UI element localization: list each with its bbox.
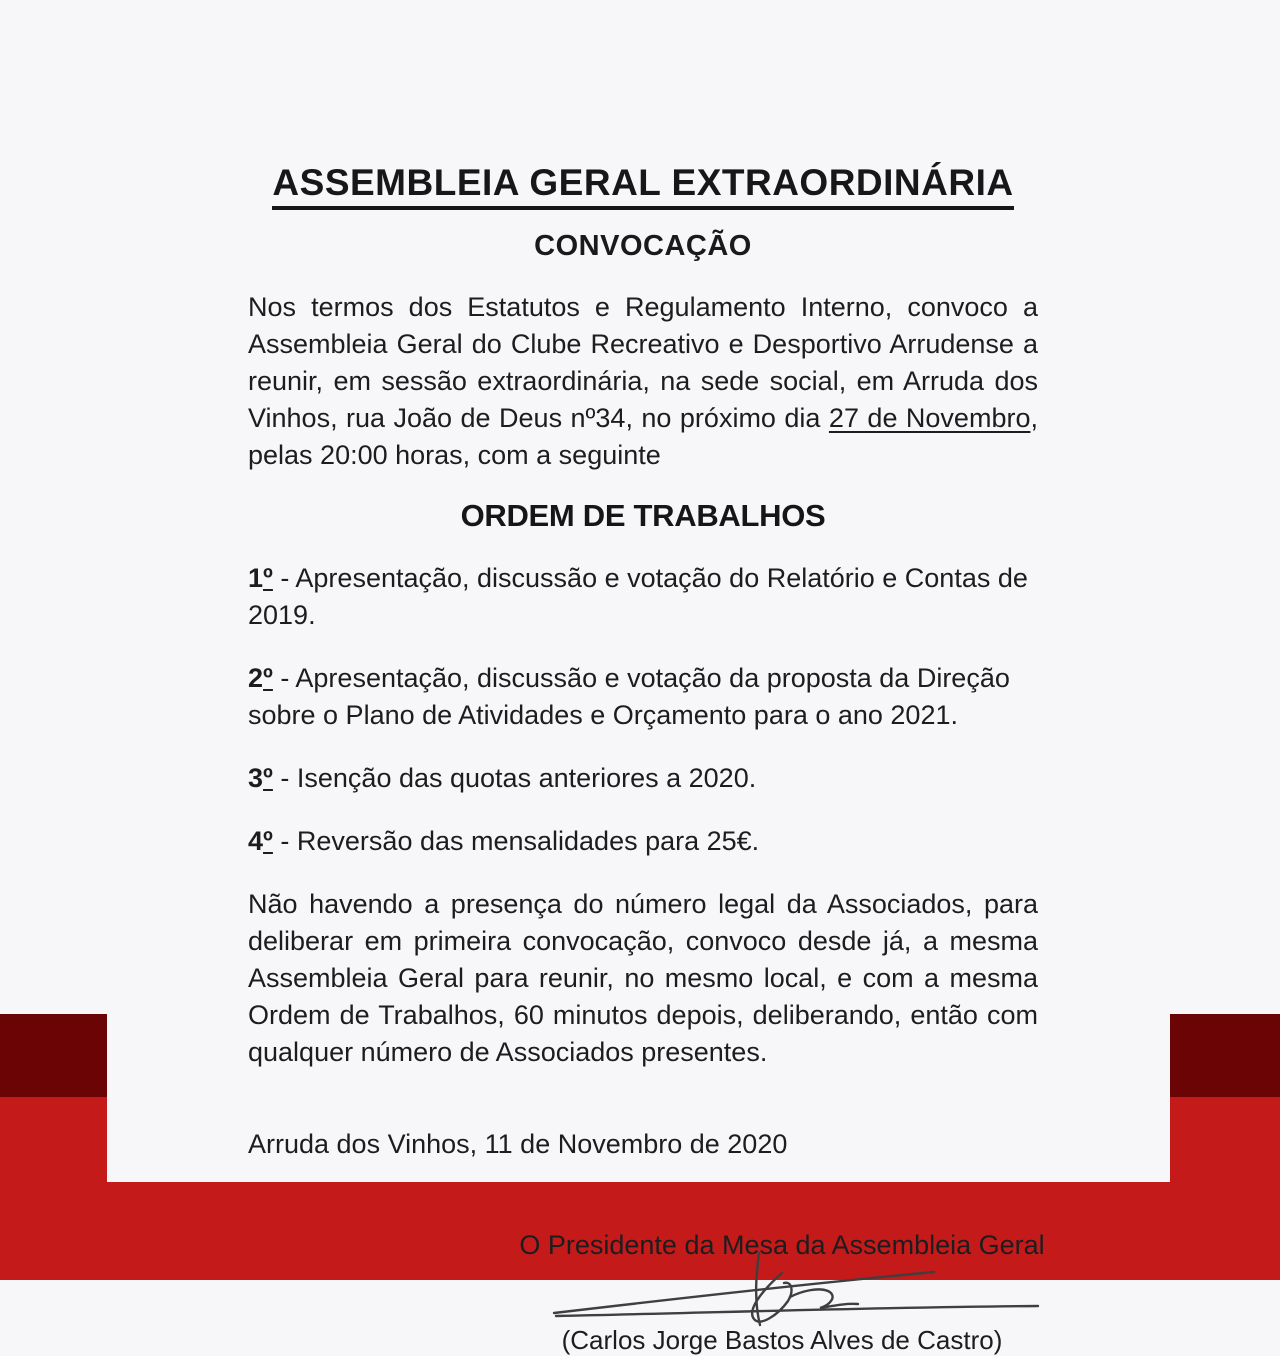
agenda-item-3-ordinal: º (263, 763, 273, 793)
agenda-item-2 (248, 660, 1038, 734)
signature-handwriting-icon (546, 1251, 1046, 1333)
agenda-heading: ORDEM DE TRABALHOS (460, 498, 826, 533)
intro-text-after-date: , pelas 20:00 horas, com a seguinte (248, 403, 1038, 470)
agenda-item-1-text: - Apresentação, discussão e votação do Relatório e Contas de 2019. (248, 563, 1028, 630)
document-body (248, 0, 1045, 1356)
meeting-date: 27 de Novembro (828, 403, 1031, 433)
intro-paragraph (248, 289, 1038, 474)
agenda-item-3 (248, 760, 1038, 797)
document-title: ASSEMBLEIA GERAL EXTRAORDINÁRIA (248, 162, 1038, 210)
agenda-item-2-number: 2 (248, 663, 264, 693)
intro-text-before-date: Nos termos dos Estatutos e Regulamento Interno, convoco a Assembleia Geral do Clube Recreativo e Desportivo Arrudense a reunir, em sessão extraordinária, na sede social, em Arruda dos Vinhos, rua João de Deus nº34, no próximo dia (248, 292, 1038, 433)
dateline: Arruda dos Vinhos, 11 de Novembro de 2020 (248, 1129, 788, 1159)
agenda-item-3-text: - Isenção das quotas anteriores a 2020. (272, 763, 757, 793)
signature-block (472, 1230, 1092, 1356)
closing-paragraph: Não havendo a presença do número legal da Associados, para deliberar em primeira convocação, convoco desde já, a mesma Assembleia Geral para reunir, no mesmo local, e com a mesma Ordem de Trabalhos, 60 minutos depois, deliberando, então com qualquer número de Associados presentes. (248, 889, 1038, 1067)
agenda-item-2-text: - Apresentação, discussão e votação da proposta da Direção sobre o Plano de Atividades e Orçamento para o ano 2021. (248, 663, 1010, 730)
agenda-item-2-ordinal: º (263, 663, 273, 693)
maroon-block-right (1170, 1014, 1280, 1097)
document-subtitle: CONVOCAÇÃO (534, 230, 752, 262)
agenda-item-3-number: 3 (248, 763, 264, 793)
agenda-item-4-number: 4 (248, 826, 264, 856)
agenda-item-4-ordinal: º (263, 826, 273, 856)
signature-name: (Carlos Jorge Bastos Alves de Castro) (561, 1325, 1003, 1355)
agenda-item-1-number: 1 (248, 563, 264, 593)
signature-role: O Presidente da Mesa da Assembleia Geral (519, 1230, 1045, 1260)
maroon-block-left (0, 1014, 107, 1097)
agenda-item-4 (248, 823, 1038, 860)
agenda-item-1-ordinal: º (263, 563, 273, 593)
agenda-item-4-text: - Reversão das mensalidades para 25€. (272, 826, 760, 856)
agenda-item-1 (248, 560, 1038, 634)
